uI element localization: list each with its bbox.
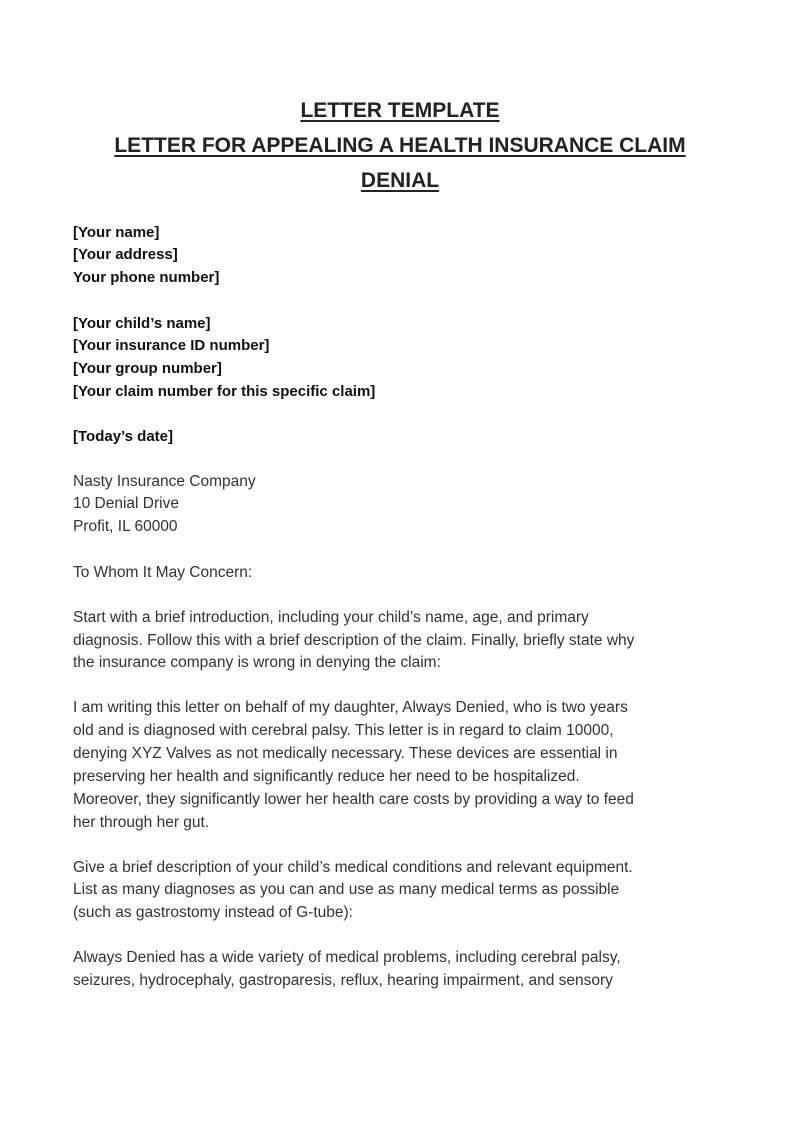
salutation: To Whom It May Concern: [73, 564, 253, 581]
title-line: LETTER FOR APPEALING A HEALTH INSURANCE CLAIM [114, 134, 686, 157]
paragraph-line: seizures, hydrocephaly, gastroparesis, reflux, hearing impairment, and sensory [73, 972, 613, 989]
paragraph-line: I am writing this letter on behalf of my daughter, Always Denied, who is two years [73, 699, 628, 716]
claim-info-line: [Your child’s name] [73, 315, 211, 332]
paragraph-line: the insurance company is wrong in denying the claim: [73, 654, 441, 671]
paragraph-line: old and is diagnosed with cerebral palsy. This letter is in regard to claim 10000, [73, 722, 614, 739]
paragraph-line: her through her gut. [73, 814, 210, 831]
claim-info-line: [Your group number] [73, 360, 222, 377]
paragraph-line: Start with a brief introduction, including your child’s name, age, and primary [73, 609, 589, 626]
recipient-line: Nasty Insurance Company [73, 473, 256, 490]
claim-info-line: [Your insurance ID number] [73, 337, 270, 354]
date-line: [Today’s date] [73, 428, 174, 445]
recipient-line: Profit, IL 60000 [73, 518, 178, 535]
claim-info-line: [Your claim number for this specific claim] [73, 383, 376, 400]
paragraph-line: diagnosis. Follow this with a brief description of the claim. Finally, briefly state why [73, 632, 635, 649]
sender-line: [Your name] [73, 224, 160, 241]
paragraph-line: Always Denied has a wide variety of medical problems, including cerebral palsy, [73, 949, 621, 966]
paragraph-line: Give a brief description of your child’s medical conditions and relevant equipment. [73, 859, 633, 876]
paragraph-line: List as many diagnoses as you can and use as many medical terms as possible [73, 881, 620, 898]
sender-line: [Your address] [73, 246, 178, 263]
paragraph-line: preserving her health and significantly reduce her need to be hospitalized. [73, 768, 580, 785]
paragraph-line: denying XYZ Valves as not medically necessary. These devices are essential in [73, 745, 618, 762]
recipient-line: 10 Denial Drive [73, 495, 179, 512]
title-line: DENIAL [360, 169, 440, 192]
sender-line: Your phone number] [73, 269, 220, 286]
title-line: LETTER TEMPLATE [300, 99, 500, 122]
paragraph-line: (such as gastrostomy instead of G-tube): [73, 904, 353, 921]
paragraph-line: Moreover, they significantly lower her health care costs by providing a way to feed [73, 791, 634, 808]
